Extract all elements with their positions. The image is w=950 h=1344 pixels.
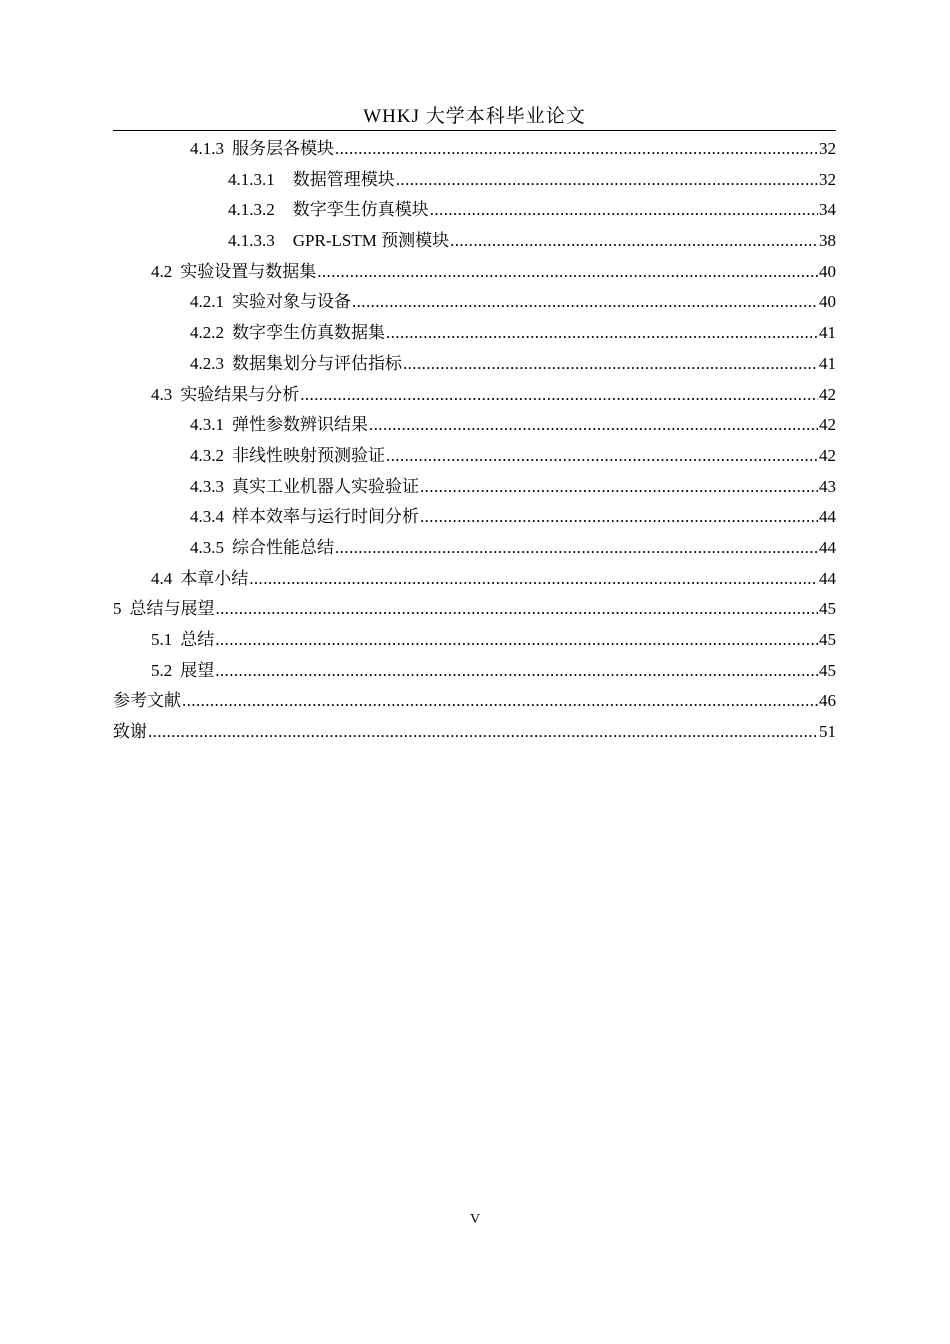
toc-entry[interactable]: [113, 656, 836, 687]
toc-entry[interactable]: [113, 195, 836, 226]
toc-dot-leader: [249, 564, 818, 595]
toc-entry[interactable]: [113, 226, 836, 257]
toc-entry-number: 4.3.2: [190, 445, 224, 465]
toc-entry-page: 44: [819, 537, 836, 557]
toc-entry[interactable]: [113, 686, 836, 717]
toc-entry-page: 42: [819, 445, 836, 465]
toc-entry-number: 4.3: [151, 384, 173, 404]
toc-dot-leader: [450, 226, 818, 257]
toc-entry-page: 44: [819, 507, 836, 527]
toc-entry[interactable]: [113, 564, 836, 595]
toc-entry-number: 4.2.1: [190, 292, 224, 312]
table-of-contents: [113, 134, 836, 748]
toc-dot-leader: [396, 165, 818, 196]
toc-entry-title: 总结与展望: [129, 599, 215, 619]
toc-entry-page: 41: [819, 353, 836, 373]
toc-dot-leader: [403, 349, 818, 380]
toc-dot-leader: [148, 717, 818, 748]
toc-entry-title: 弹性参数辨识结果: [232, 415, 368, 435]
toc-entry-title: 数据管理模块: [292, 169, 395, 189]
toc-entry-title: 数字孪生仿真数据集: [232, 323, 385, 343]
toc-entry[interactable]: [113, 134, 836, 165]
toc-entry-page: 32: [819, 169, 836, 189]
toc-dot-leader: [300, 380, 818, 411]
toc-entry-page: 45: [819, 599, 836, 619]
toc-entry-page: 45: [819, 630, 836, 649]
toc-dot-leader: [420, 472, 818, 503]
toc-entry[interactable]: [113, 318, 836, 349]
toc-entry-title: 样本效率与运行时间分析: [232, 507, 419, 527]
toc-entry-number: 4.3.4: [190, 507, 224, 527]
toc-entry-title: 致谢: [113, 722, 147, 742]
toc-dot-leader: [215, 625, 818, 656]
toc-entry-title: 服务层各模块: [232, 139, 334, 158]
toc-entry-number: 4.1.3.3: [228, 231, 275, 251]
toc-dot-leader: [216, 594, 819, 625]
toc-entry[interactable]: [113, 717, 836, 748]
toc-entry-title: 实验结果与分析: [180, 384, 300, 404]
toc-entry-title: 展望: [180, 660, 215, 680]
page-number: V: [469, 1212, 481, 1227]
toc-dot-leader: [369, 410, 818, 441]
toc-entry-title: 数据集划分与评估指标: [232, 353, 402, 373]
toc-entry-page: 45: [819, 660, 836, 680]
toc-dot-leader: [352, 287, 818, 318]
toc-entry-number: 4.2.2: [190, 323, 224, 343]
toc-entry-title: 综合性能总结: [232, 537, 334, 557]
toc-entry[interactable]: [113, 594, 836, 625]
toc-entry[interactable]: [113, 441, 836, 472]
toc-dot-leader: [386, 441, 818, 472]
toc-entry[interactable]: [113, 165, 836, 196]
header-divider: [113, 130, 836, 131]
toc-entry[interactable]: [113, 533, 836, 564]
toc-entry-page: 42: [819, 415, 836, 435]
toc-entry-title: 本章小结: [180, 568, 249, 588]
toc-dot-leader: [182, 686, 818, 717]
toc-entry-number: 4.3.1: [190, 415, 224, 435]
toc-entry-page: 41: [819, 323, 836, 343]
toc-entry-title: 参考文献: [113, 691, 181, 711]
toc-dot-leader: [335, 134, 818, 165]
toc-entry[interactable]: [113, 287, 836, 318]
toc-entry-page: 40: [819, 261, 836, 281]
toc-dot-leader: [430, 195, 818, 226]
toc-dot-leader: [215, 656, 818, 687]
toc-entry-page: 42: [819, 384, 836, 404]
toc-entry-page: 43: [819, 476, 836, 496]
toc-entry[interactable]: [113, 472, 836, 503]
toc-entry-number: 4.4: [151, 568, 173, 588]
toc-entry[interactable]: [113, 625, 836, 656]
toc-dot-leader: [335, 533, 818, 564]
toc-entry-page: 44: [819, 568, 836, 588]
toc-entry-page: 38: [819, 231, 836, 251]
toc-entry-title: 非线性映射预测验证: [232, 445, 385, 465]
toc-entry-title: 数字孪生仿真模块: [292, 200, 429, 220]
toc-entry[interactable]: [113, 502, 836, 533]
toc-entry-title: 总结: [180, 630, 215, 649]
toc-entry[interactable]: [113, 380, 836, 411]
toc-entry[interactable]: [113, 257, 836, 288]
toc-entry-number: 4.1.3: [190, 139, 224, 158]
toc-entry-title: 实验对象与设备: [232, 292, 351, 312]
toc-entry-title: 实验设置与数据集: [180, 261, 317, 281]
page-header-title: WHKJ 大学本科毕业论文: [363, 106, 586, 127]
toc-entry-number: 5.2: [151, 660, 173, 680]
toc-entry-number: 5.1: [151, 630, 173, 649]
toc-entry-page: 34: [819, 200, 836, 220]
toc-entry-number: 5: [113, 599, 122, 619]
toc-entry-page: 51: [819, 722, 836, 742]
toc-entry-title: 真实工业机器人实验验证: [232, 476, 419, 496]
toc-dot-leader: [317, 257, 818, 288]
toc-entry[interactable]: [113, 349, 836, 380]
toc-dot-leader: [386, 318, 818, 349]
toc-entry-page: 40: [819, 292, 836, 312]
toc-entry-title: GPR-LSTM 预测模块: [292, 231, 450, 251]
toc-entry-number: 4.2: [151, 261, 173, 281]
toc-entry-page: 46: [819, 691, 836, 711]
toc-entry-page: 32: [819, 139, 836, 158]
toc-entry-number: 4.2.3: [190, 353, 224, 373]
toc-entry-number: 4.3.5: [190, 537, 224, 557]
toc-dot-leader: [420, 502, 818, 533]
toc-entry-number: 4.1.3.1: [228, 169, 275, 189]
toc-entry-number: 4.3.3: [190, 476, 224, 496]
toc-entry[interactable]: [113, 410, 836, 441]
toc-entry-number: 4.1.3.2: [228, 200, 275, 220]
